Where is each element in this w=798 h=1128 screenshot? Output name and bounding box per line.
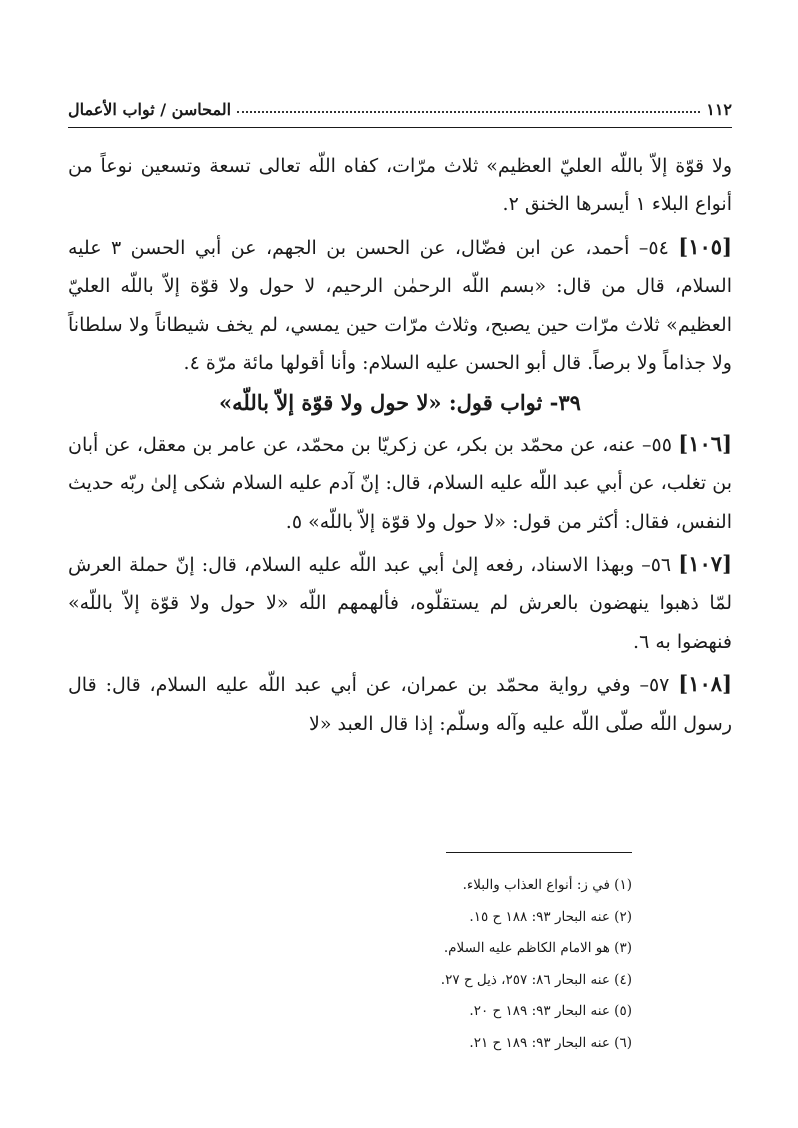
hadith-108 xyxy=(68,665,732,743)
hadith-number: [١٠٨] xyxy=(678,671,733,697)
footnote-2: (٢) عنه البحار ٩٣: ١٨٨ ح ١٥. xyxy=(469,908,632,925)
paragraph-continuation: ولا قوّة إلاّ باللّه العليّ العظيم» ثلاث مرّات، كفاه اللّه تعالى تسعة وتسعين نوعاً من أنواع البلاء ١ أيسرها الخنق ٢. xyxy=(68,155,733,216)
footnotes xyxy=(268,870,632,1059)
page-number: ١١٢ xyxy=(706,100,732,119)
section-title: ٣٩- ثواب قول: «لا حول ولا قوّة إلاّ باللّه» xyxy=(219,390,581,416)
footnote-5: (٥) عنه البحار ٩٣: ١٨٩ ح ٢٠. xyxy=(469,1003,632,1019)
hadith-text: ٥٤– أحمد، عن ابن فضّال، عن الحسن بن الجهم، عن أبي الحسن ٣ عليه السلام، قال من قال: «بسم اللّه الرحمٰن الرحيم، لا حول ولا قوّة إلاّ باللّه العليّ العظيم» ثلاث مرّات حين يصبح، وثلاث مرّات حين يمسي، لم يخف شيطاناً ولا سلطاناً ولا جذاماً ولا برصاً. قال أبو الحسن عليه السلام: وأنا أقولها مائة مرّة ٤. xyxy=(68,236,732,375)
hadith-text: ٥٧– وفي رواية محمّد بن عمران، عن أبي عبد اللّه عليه السلام، قال: قال رسول اللّه صلّى اللّه عليه وآله وسلّم: إذا قال العبد «لا xyxy=(68,674,732,735)
footnote-6: (٦) عنه البحار ٩٣: ١٨٩ ح ٢١. xyxy=(469,1034,632,1051)
hadith-number: [١٠٥] xyxy=(678,233,732,259)
hadith-text: ٥٦– وبهذا الاسناد، رفعه إلىٰ أبي عبد اللّه عليه السلام، قال: إنّ حملة العرش لمّا ذهبوا ينهضون بالعرش لم يستقلّوه، فألهمهم اللّه «لا حول ولا قوّة إلاّ باللّه» فنهضوا به ٦. xyxy=(68,554,732,653)
hadith-105 xyxy=(68,228,732,383)
footnote-4: (٤) عنه البحار ٨٦: ٢٥٧، ذيل ح ٢٧. xyxy=(440,971,632,988)
hadith-107 xyxy=(68,545,732,661)
hadith-number: [١٠٧] xyxy=(678,551,732,577)
running-title: المحاسن / ثواب الأعمال xyxy=(68,100,232,119)
hadith-text: ٥٥– عنه، عن محمّد بن بكر، عن زكريّا بن محمّد، عن عامر بن معقل، عن أبان بن تغلب، عن أبي عبد اللّه عليه السلام، قال: إنّ آدم عليه السلام شكى إلىٰ ربّه حديث النفس، فقال: أكثر من قول: «لا حول ولا قوّة إلاّ باللّه» ٥. xyxy=(68,433,732,533)
footnote-rule xyxy=(446,852,632,853)
main-text xyxy=(68,147,732,743)
page-header xyxy=(68,93,732,119)
hadith-106 xyxy=(68,425,732,541)
footnote-1: (١) في ز: أنواع العذاب والبلاء. xyxy=(462,877,632,893)
footnote-3: (٣) هو الامام الكاظم عليه السلام. xyxy=(443,940,632,956)
hadith-number: [١٠٦] xyxy=(678,430,732,456)
header-rule xyxy=(68,127,732,128)
header-dot-leader xyxy=(237,111,700,113)
